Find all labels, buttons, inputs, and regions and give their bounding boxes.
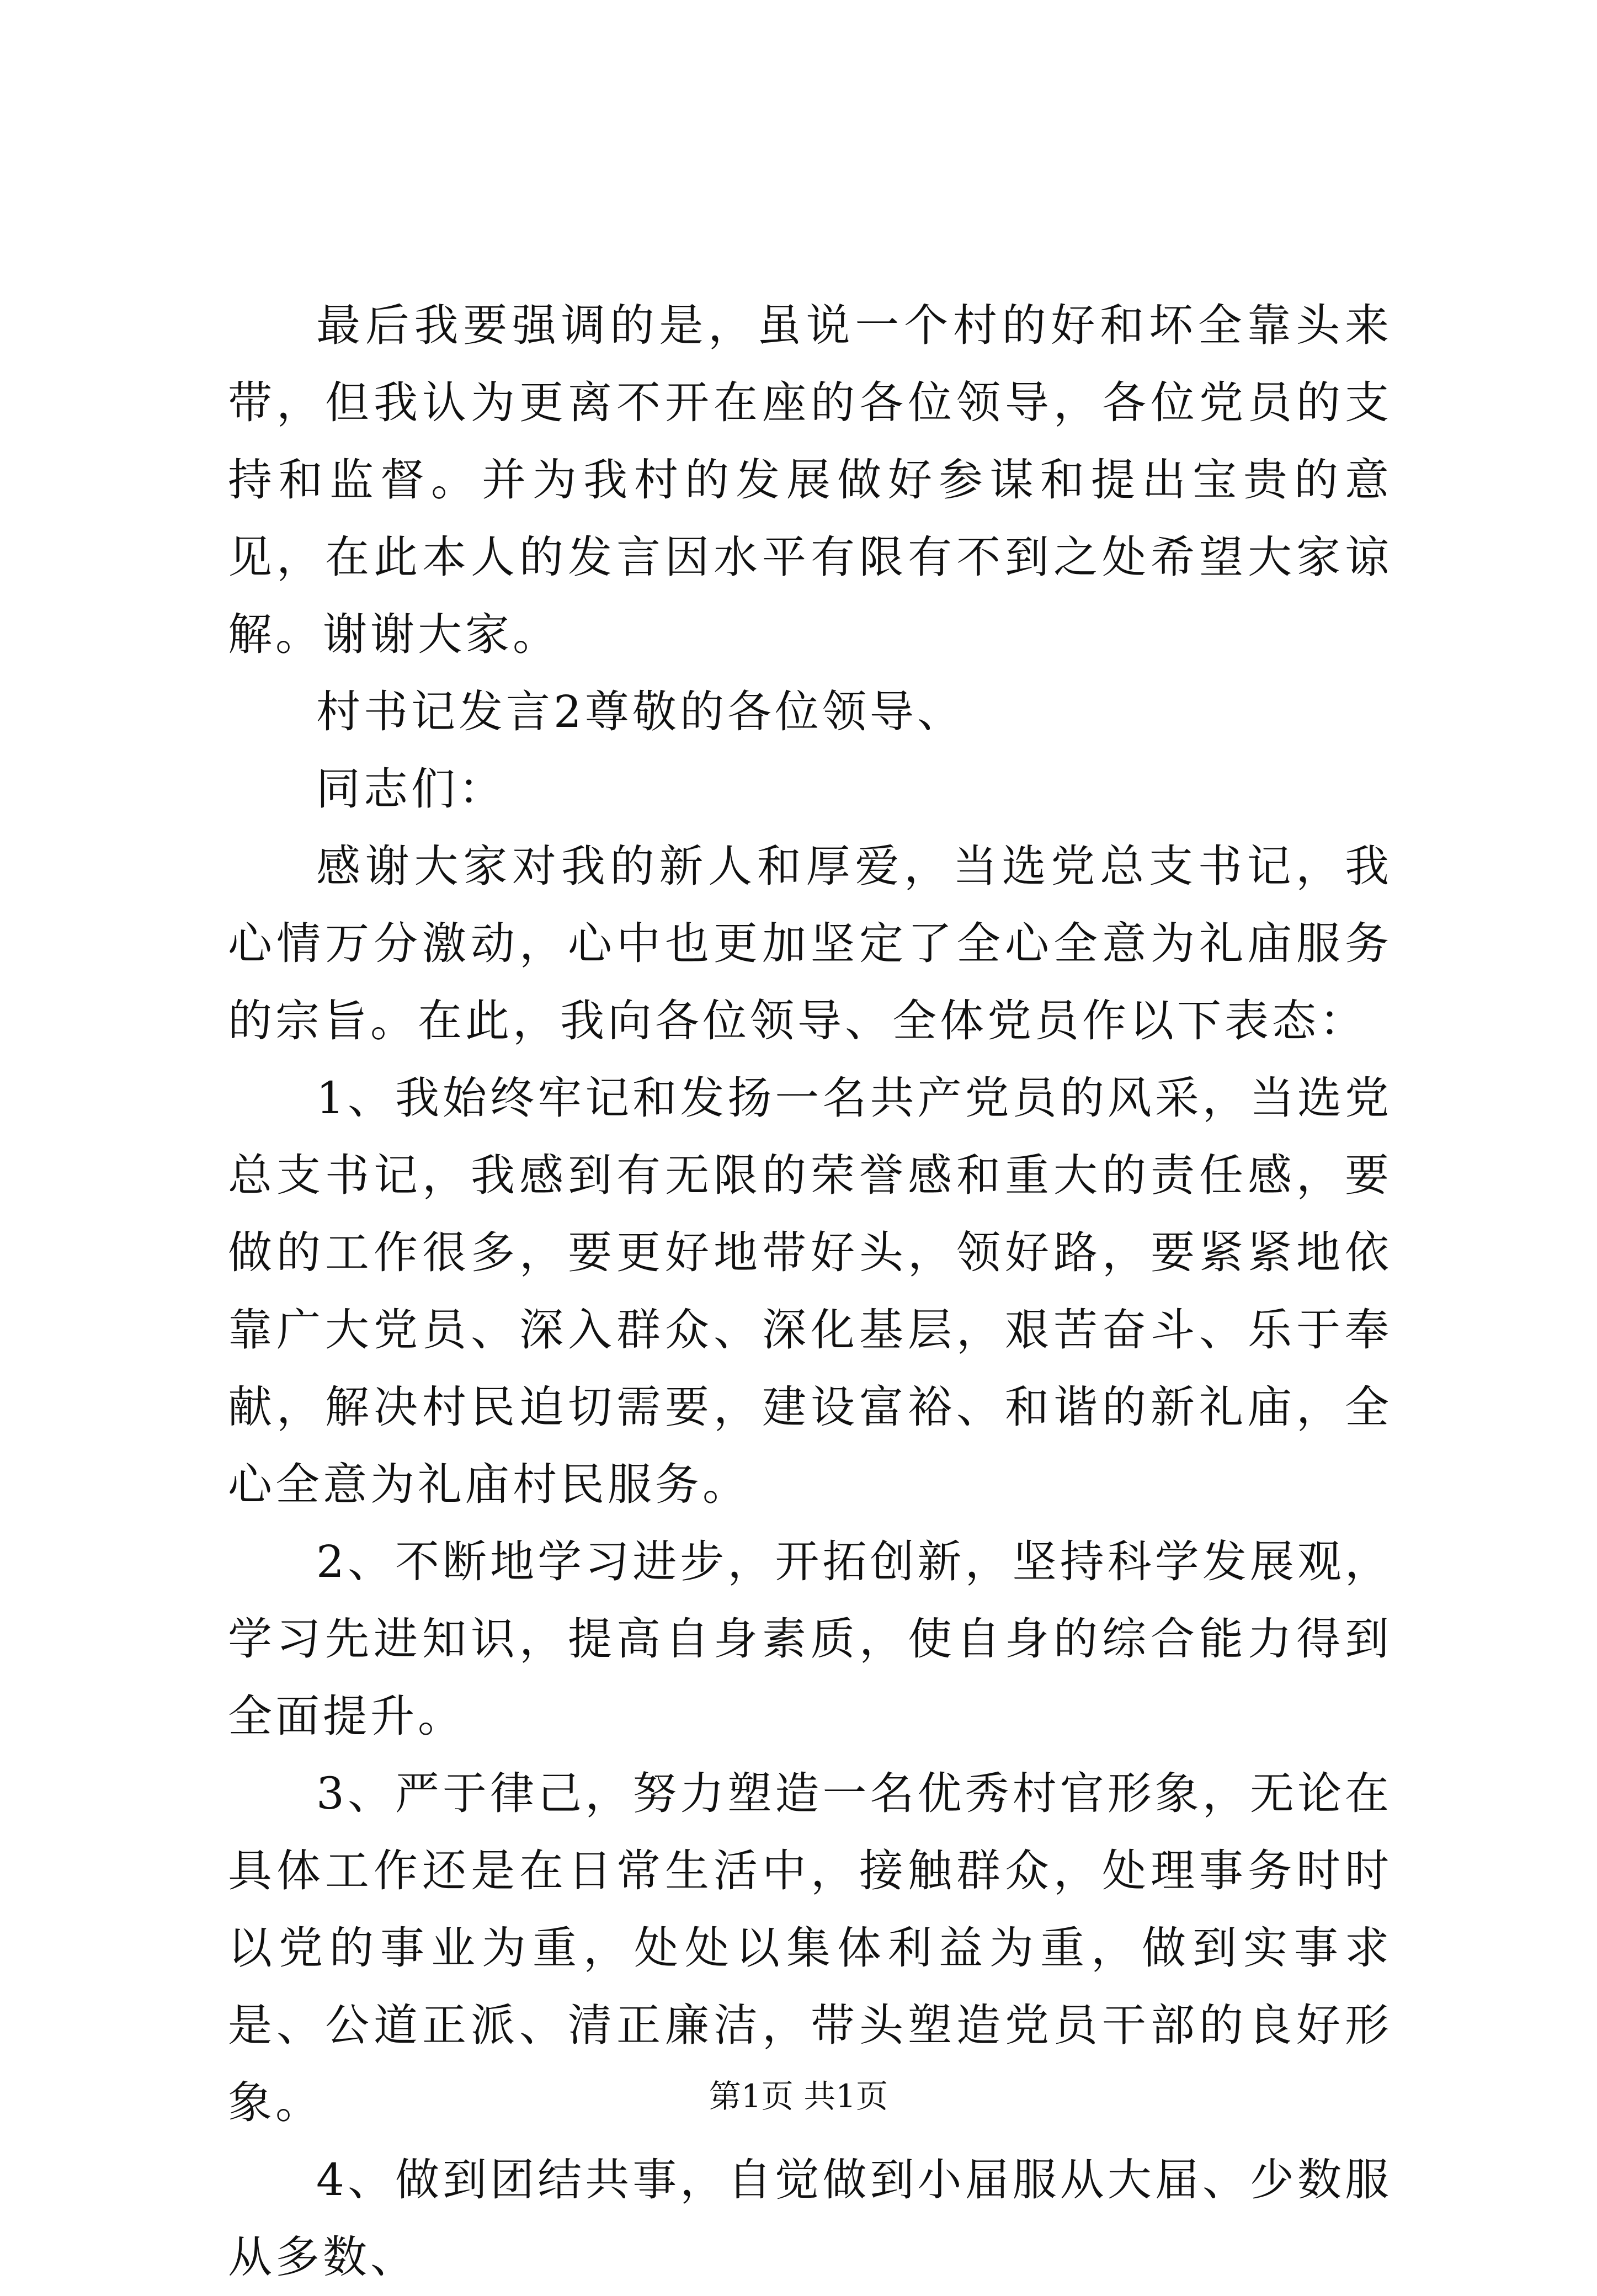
document-body bbox=[228, 287, 1392, 2296]
paragraph-pledge-2: 2、不断地学习进步，开拓创新，坚持科学发展观，学习先进知识，提高自身素质，使自身的综合能力得到全面提升。 bbox=[228, 1536, 1392, 1742]
paragraph-thanks: 感谢大家对我的新人和厚爱，当选党总支书记，我心情万分激动，心中也更加坚定了全心全意为礼庙服务的宗旨。在此，我向各位领导、全体党员作以下表态： bbox=[228, 841, 1392, 1046]
paragraph-pledge-4: 4、做到团结共事，自觉做到小届服从大届、少数服从多数、 bbox=[228, 2154, 1392, 2283]
paragraph-speech-title: 村书记发言2尊敬的各位领导、 bbox=[316, 686, 965, 737]
paragraph-pledge-1: 1、我始终牢记和发扬一名共产党员的风采，当选党总支书记，我感到有无限的荣誉感和重大的责任感，要做的工作很多，要更好地带好头，领好路，要紧紧地依靠广大党员、深入群众、深化基层，艰苦奋斗、乐于奉献，解决村民迫切需要，建设富裕、和谐的新礼庙，全心全意为礼庙村民服务。 bbox=[228, 1072, 1392, 1510]
page-footer: 第1页 共1页 bbox=[709, 2077, 888, 2115]
paragraph-pledge-3: 3、严于律己，努力塑造一名优秀村官形象，无论在具体工作还是在日常生活中，接触群众，处理事务时时以党的事业为重，处处以集体利益为重，做到实事求是、公道正派、清正廉洁，带头塑造党员干部的良好形象。 bbox=[228, 1768, 1392, 2128]
paragraph-greeting: 同志们： bbox=[316, 763, 506, 815]
paragraph-closing-remarks: 最后我要强调的是，虽说一个村的好和坏全靠头来带，但我认为更离不开在座的各位领导，各位党员的支持和监督。并为我村的发展做好参谋和提出宝贵的意见，在此本人的发言因水平有限有不到之处希望大家谅解。谢谢大家。 bbox=[228, 300, 1392, 660]
